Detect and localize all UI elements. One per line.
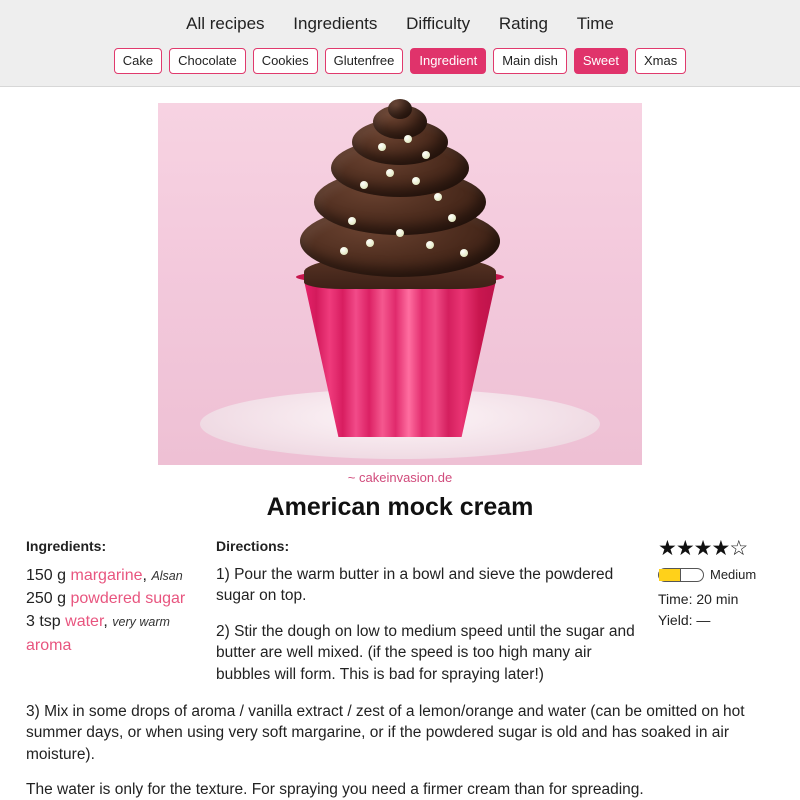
ingredient-row — [26, 634, 216, 657]
ingredient-name[interactable]: aroma — [26, 636, 72, 654]
meta-column — [658, 538, 778, 699]
tag-sweet[interactable]: Sweet — [574, 48, 628, 74]
star-filled: ★ — [711, 537, 730, 560]
photo-credit[interactable]: ~ cakeinvasion.de — [347, 470, 453, 485]
time-row — [658, 589, 778, 610]
ingredient-note: very warm — [112, 615, 170, 630]
star-filled: ★ — [658, 537, 676, 560]
difficulty-indicator — [658, 567, 778, 582]
direction-step: 1) Pour the warm butter in a bowl and sieve the powdered sugar on top. — [216, 566, 614, 605]
main-navigation — [0, 14, 800, 34]
time-value: 20 min — [696, 591, 739, 607]
difficulty-label: Medium — [710, 567, 757, 582]
star-filled: ★ — [675, 537, 694, 560]
difficulty-bar — [658, 568, 704, 582]
directions-column — [216, 538, 658, 699]
ingredient-row: 150 g margarine, Alsan — [26, 567, 183, 584]
directions-heading: Directions: — [216, 538, 290, 554]
hero-section — [0, 87, 800, 522]
site-header — [0, 0, 800, 87]
tag-xmas[interactable]: Xmas — [635, 48, 686, 74]
nav-item-ingredients[interactable]: Ingredients — [293, 14, 378, 33]
ingredient-row — [26, 587, 216, 610]
yield-value: — — [696, 612, 711, 628]
ingredient-name[interactable]: water — [65, 613, 104, 631]
yield-label: Yield: — [658, 612, 693, 628]
ingredient-amount: 3 tsp — [26, 613, 61, 631]
nav-item-rating[interactable]: Rating — [498, 14, 548, 33]
tag-cake[interactable]: Cake — [114, 48, 162, 74]
direction-step: 3) Mix in some drops of aroma / vanilla extract / zest of a lemon/orange and water (can be omitted on hot summer days, or when using very soft margarine, or if the powdered sugar is old and has soaked in air moisture). — [26, 702, 745, 763]
star-empty: ☆ — [729, 537, 748, 560]
tag-cookies[interactable]: Cookies — [253, 48, 318, 74]
recipe-body — [0, 522, 800, 699]
directions-continued — [0, 699, 800, 800]
tag-main-dish[interactable]: Main dish — [493, 48, 567, 74]
star-filled: ★ — [693, 537, 712, 560]
tag-chocolate[interactable]: Chocolate — [169, 48, 246, 74]
nav-item-difficulty[interactable]: Difficulty — [406, 14, 471, 33]
ingredient-note: Alsan — [151, 569, 183, 583]
tag-glutenfree[interactable]: Glutenfree — [325, 48, 404, 74]
ingredients-column — [26, 538, 216, 699]
direction-step: 2) Stir the dough on low to medium speed until the sugar and butter are well mixed. (if the speed is too high many air bubbles will form. This is bad for spraying later!) — [216, 622, 635, 683]
ingredient-amount: 150 g — [26, 567, 67, 584]
rating-stars[interactable] — [658, 538, 778, 559]
page-title: American mock cream — [266, 493, 534, 521]
tag-filter-bar — [0, 48, 800, 74]
ingredient-name[interactable]: margarine — [70, 567, 143, 584]
ingredient-name[interactable]: powdered sugar — [70, 590, 186, 608]
direction-note: The water is only for the texture. For spraying you need a firmer cream than for spreading. — [26, 781, 644, 798]
ingredients-heading: Ingredients: — [26, 538, 107, 554]
nav-item-all-recipes[interactable]: All recipes — [186, 14, 265, 33]
frosting-swirl — [300, 97, 500, 277]
recipe-photo — [158, 103, 642, 465]
ingredient-amount: 250 g — [26, 590, 67, 608]
time-label: Time: — [658, 591, 693, 607]
ingredient-row: 3 tsp water, very warm — [26, 613, 170, 631]
nav-item-time[interactable]: Time — [576, 14, 614, 33]
yield-row — [658, 610, 778, 631]
tag-ingredient[interactable]: Ingredient — [410, 48, 486, 74]
